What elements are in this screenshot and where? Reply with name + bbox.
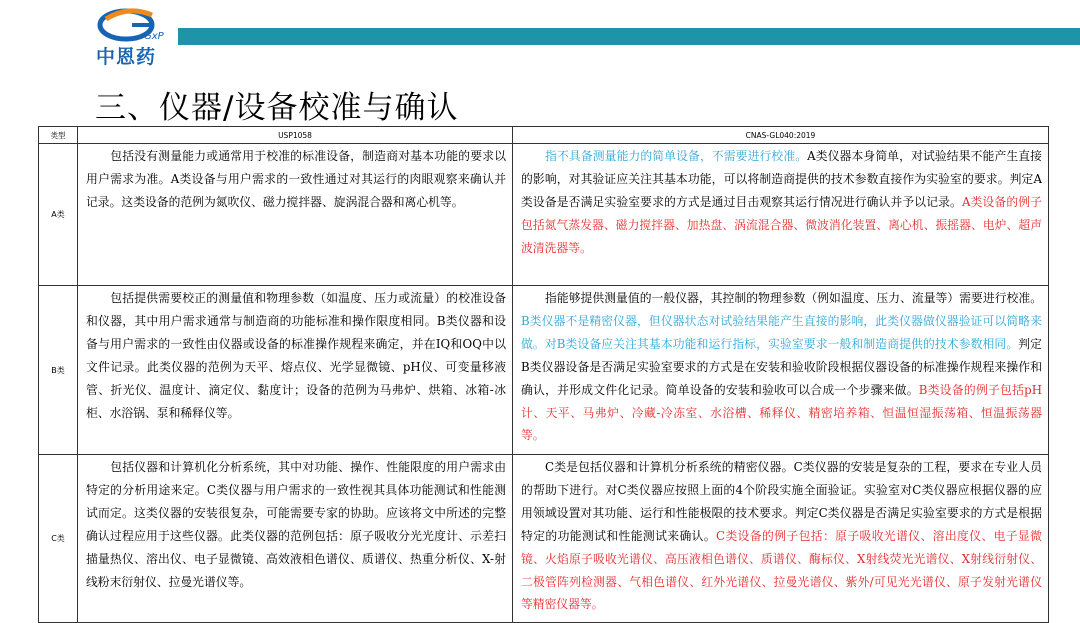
logo-badge: GxP xyxy=(144,31,164,42)
cnas-c-seg-2: C类设备的例子包括：原子吸收光谱仪、溶出度仪、电子显微镜、火焰原子吸收光谱仪、高压液相色谱仪、质谱仪、酶标仪、X射线荧光光谱仪、X射线衍射仪、二极管阵列检测器、气相色谱仪、红外光谱仪、拉曼光谱仪、紫外/可见光光谱仪、原子发射光谱仪等精密仪器等。 xyxy=(521,528,1042,612)
type-cell-a: A类 xyxy=(39,144,78,286)
page-title: 三、仪器/设备校准与确认 xyxy=(95,90,459,126)
table-row-c xyxy=(39,455,1049,623)
cnas-c-seg-1: C类是包括仪器和计算机分析系统的精密仪器。C类仪器的安装是复杂的工程，要求在专业人员的帮助下进行。对C类仪器应按照上面的4个阶段实施全面验证。实验室对C类仪器应根据仪器的应用领域设置对其功能、运行和性能极限的技术要求。判定C类仪器是否满足实验室要求的方式是根据特定的功能测试和性能测试来确认。 xyxy=(521,460,1042,543)
header-type: 类型 xyxy=(39,127,78,144)
cnas-b-seg-1: 指能够提供测量值的一般仪器，其控制的物理参数（例如温度、压力、流量等）需要进行校准。 xyxy=(545,291,1042,305)
logo-text: 中恩药 xyxy=(96,46,157,68)
usp-cell-c xyxy=(78,455,513,623)
usp-text-a: 包括没有测量能力或通常用于校准的标准设备，制造商对基本功能的要求以用户需求为准。A类设备与用户需求的一致性通过对其运行的肉眼观察来确认并记录。这类设备的范例为氮吹仪、磁力搅拌器、旋涡混合器和离心机等。 xyxy=(86,149,506,209)
comparison-table xyxy=(38,126,1049,623)
cnas-cell-b xyxy=(513,286,1049,455)
usp-text-b: 包括提供需要校正的测量值和物理参数（如温度、压力或流量）的校准设备和仪器，其中用户需求通常与制造商的功能标准和操作限度相同。B类仪器和设备与用户需求的一致性由仪器或设备的标准操作规程来确定，并在IQ和OQ中以文件记录。此类仪器的范例为天平、熔点仪、光学显微镜、pH仪、可变量移液管、折光仪、温度计、滴定仪、黏度计；设备的范例为马弗炉、烘箱、冰箱-冰柜、水浴锅、泵和稀释仪等。 xyxy=(86,291,506,420)
usp-text-c: 包括仪器和计算机化分析系统，其中对功能、操作、性能限度的用户需求由特定的分析用途来定。C类仪器与用户需求的一致性视其具体功能测试和性能测试而定。这类仪器的安装很复杂，可能需要专家的协助。应该将文中所述的完整确认过程应用于这些仪器。此类仪器的范例包括：原子吸收分光光度计、示差扫描量热仪、溶出仪、电子显微镜、高效液相色谱仪、质谱仪、热重分析仪、X-射线粉末衍射仪、拉曼光谱仪等。 xyxy=(86,460,506,589)
type-cell-c: C类 xyxy=(39,455,78,623)
usp-cell-a xyxy=(78,144,513,286)
table-row-a xyxy=(39,144,1049,286)
cnas-b-seg-4: B类设备的例子包括pH计、天平、马弗炉、冷藏-冷冻室、水浴槽、稀释仪、精密培养箱、恒温恒湿振荡箱、恒温振荡器等。 xyxy=(521,382,1042,443)
header-usp1058: USP1058 xyxy=(78,127,513,144)
cnas-a-seg-2: A类仪器本身简单，对试验结果不能产生直接的影响，对其验证应关注其基本功能，可以将制造商提供的技术参数直接作为实验室的要求。判定A类设备是否满足实验室要求的方式是通过目击观察其运行情况进行确认并予以记录。 xyxy=(521,149,1042,209)
usp-cell-b xyxy=(78,286,513,455)
type-cell-b: B类 xyxy=(39,286,78,455)
cnas-cell-c xyxy=(513,455,1049,623)
cnas-a-seg-3: A类设备的例子包括氮气蒸发器、磁力搅拌器、加热盘、涡流混合器、微波消化装置、离心机、振摇器、电炉、超声波清洗器等。 xyxy=(521,194,1042,255)
cnas-a-seg-1: 指不具备测量能力的简单设备，不需要进行校准。 xyxy=(545,149,808,163)
header-cnas-gl040: CNAS-GL040:2019 xyxy=(513,127,1049,144)
table-row-b xyxy=(39,286,1049,455)
header-banner-line xyxy=(178,34,360,36)
cnas-cell-a xyxy=(513,144,1049,286)
cnas-b-seg-3: 判定B类仪器设备是否满足实验室要求的方式是在安装和验收阶段根据仪器设备的标准操作规程来操作和确认，并形成文件化记录。简单设备的安装和验收可以合成一个步骤来做。 xyxy=(521,336,1042,397)
table-header-row xyxy=(39,127,1049,144)
header-banner xyxy=(178,28,1080,45)
cnas-b-seg-2: B类仪器不是精密仪器，但仪器状态对试验结果能产生直接的影响，此类仪器做仪器验证可以简略来做。对B类设备应关注其基本功能和运行指标，实验室要求一般和制造商提供的技术参数相同。 xyxy=(521,313,1042,351)
